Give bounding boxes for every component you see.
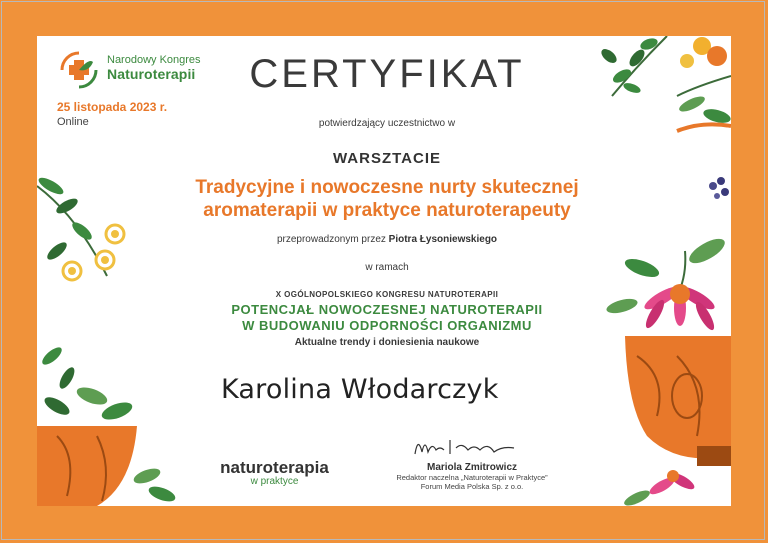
signer-name: Mariola Zmitrowicz (426, 462, 517, 473)
congress-theme (157, 302, 617, 334)
conducted-by-prefix: przeprowadzonym przez (276, 234, 386, 245)
event-logo-line1: Narodowy Kongres (107, 54, 201, 66)
bottom-left-plant-icon (37, 344, 177, 506)
event-place: Online (57, 116, 89, 128)
signer-role: Redaktor naczelna „Naturoterapii w Praktyce” (396, 473, 548, 482)
signer-company: Forum Media Polska Sp. z o.o. (420, 482, 524, 491)
certificate-paper (37, 36, 731, 506)
signer-block (377, 462, 567, 491)
flower-icon (677, 37, 731, 131)
conducted-by (187, 234, 587, 245)
workshop-title (132, 176, 642, 222)
conductor-name: Piotra Łysoniewskiego (388, 234, 498, 245)
congress-name: X OGÓLNOPOLSKIEGO KONGRESU NATUROTERAPII (275, 290, 499, 299)
theme-line2: W BUDOWANIU ODPORNOŚCI ORGANIZMU (242, 318, 532, 333)
participant-name: Karolina Włodarczyk (221, 374, 499, 405)
within-text: w ramach (365, 262, 409, 273)
medical-cross-leaf-logo-icon (59, 50, 99, 90)
theme-subtitle: Aktualne trendy i doniesienia naukowe (294, 337, 480, 348)
chamomile-icon (37, 175, 124, 280)
workshop-title-line2: aromaterapii w praktyce naturoterapeuty (203, 200, 571, 221)
publisher-logo-sub: w praktyce (250, 476, 299, 487)
publisher-logo (212, 458, 337, 487)
lavender-icon (709, 177, 729, 199)
coneflower-icon (605, 234, 728, 332)
theme-line1: POTENCJAŁ NOWOCZESNEJ NATUROTERAPII (231, 302, 543, 317)
confirm-text: potwierdzający uczestnictwo w (318, 118, 456, 129)
event-logo-line2: Naturoterapii (107, 66, 196, 82)
small-flower-icon (622, 470, 696, 506)
signature-icon (410, 432, 520, 462)
type-heading: WARSZTACIE (332, 150, 442, 167)
leaf-branch-icon (599, 36, 667, 96)
flower-pot-icon (625, 336, 731, 466)
publisher-logo-main: naturoterapia (220, 458, 329, 477)
workshop-title-line1: Tradycyjne i nowoczesne nurty skutecznej (195, 177, 579, 198)
event-date: 25 listopada 2023 r. (57, 100, 168, 114)
certificate-title: CERTYFIKAT (249, 52, 525, 96)
